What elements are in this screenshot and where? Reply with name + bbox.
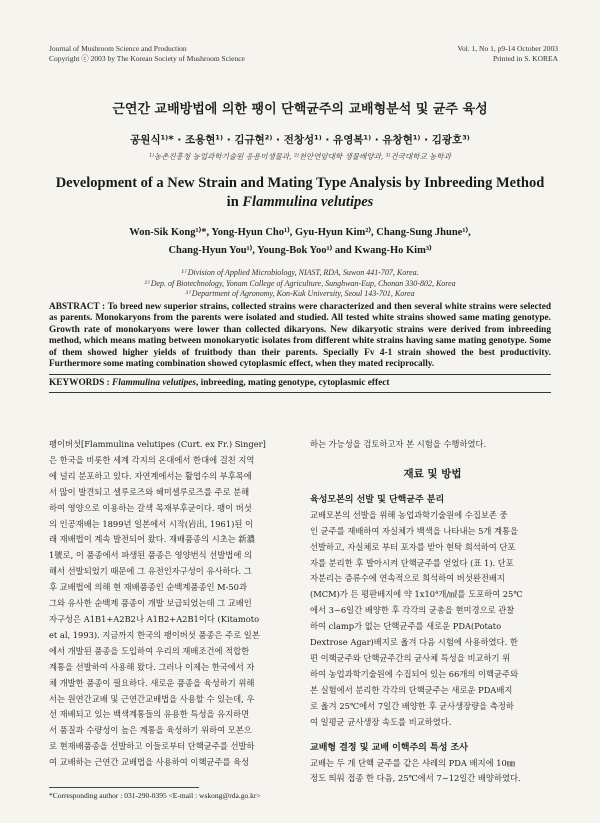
left-column-line: 여 교배하는 근연간 교배법을 사용하여 이핵균주를 육성 — [49, 757, 250, 768]
left-column-line: 하여 영양으로 이용하는 갈색 목재부후균이다. 팽이 버섯 — [49, 502, 252, 513]
left-column-line: 자구성은 A1B1+A2B2나 A1B2+A2B1이다 (Kitamoto — [49, 613, 260, 624]
subsection-1-line: 선발하고, 자실체로 부터 포자를 받아 현탁 희석하여 단포 — [310, 541, 516, 552]
journal-header-left — [49, 44, 245, 64]
korean-title: 근연간 교배방법에 의한 팽이 단핵균주의 교배형분석 및 균주 육성 — [112, 102, 488, 117]
affiliation-2: ²⁾ Dep. of Biotechnology, Yonam College of Agriculture, Sunghwan-Eup, Chonan 330-802, Korea — [144, 278, 456, 288]
copyright-line: Copyright ⓒ 2003 by The Korean Society of Mushroom Science — [49, 54, 245, 63]
left-column-line: 서 품질과 수량성이 높은 계통을 육성하기 위하여 모본으 — [49, 725, 252, 736]
subsection-1-line: 본 실험에서 분리한 각각의 단핵균주는 새로운 PDA배지 — [310, 684, 513, 695]
journal-header-right — [458, 44, 558, 64]
affiliation-3: ³⁾ Department of Agronomy, Kon-Kuk University, Seoul 143-701, Korea — [185, 289, 415, 298]
english-title — [40, 174, 560, 212]
subsection-1-line: 자를 분리한 후 발아시켜 단핵균주를 얻었다 (표 1). 단포 — [310, 557, 514, 568]
english-authors-line1: Won-Sik Kong¹⁾*, Yong-Hyun Cho¹⁾, Gyu-Hyun Kim²⁾, Chang-Sung Jhune¹⁾, — [129, 227, 471, 238]
english-affiliations — [40, 268, 560, 300]
subsection-2-line: 교배는 두 개 단핵 균주를 같은 샤레의 PDA 배지에 10㎜ — [310, 757, 516, 768]
keywords-rest: , inbreeding, mating genotype, cytoplasmic effect — [195, 378, 390, 388]
footnote-rule — [49, 787, 199, 788]
left-column-line: 계통을 선발하여 사용해 왔다. 그러나 이제는 한국에서 자 — [49, 661, 255, 672]
keywords-label: KEYWORDS : — [49, 378, 113, 388]
subsection-1-line: (MCM)가 든 평판배지에 약 1x10⁴개/㎖를 도포하여 25℃ — [310, 589, 523, 600]
subsection-2-line: 정도 띄워 접종 한 다음, 25℃에서 7~12일간 배양하였다. — [310, 773, 521, 784]
left-column — [49, 437, 295, 771]
korean-affiliations: ¹⁾농촌진흥청 농업과학기술원 응용미생물과, ²⁾천안연암대학 생물배양과, ³⁾건국대학교 농학과 — [149, 152, 451, 161]
english-authors — [40, 224, 560, 260]
left-column-line: 1號로, 이 품종에서 파생된 품종은 영양번식 선발법에 의 — [49, 550, 252, 561]
subsection-1-line: 자분리는 증류수에 연속적으로 희석하여 버섯완전배지 — [310, 573, 505, 584]
subsection-1-line: Dextrose Agar)배지로 옮겨 다음 시험에 사용하였다. 한 — [310, 637, 518, 648]
keywords — [49, 378, 551, 388]
keywords-bottom-rule — [49, 392, 551, 393]
printed-line: Printed in S. KOREA — [492, 54, 558, 63]
english-authors-line2: Chang-Hyun You¹⁾, Young-Bok Yoo¹⁾ and Kwang-Ho Kim³⁾ — [168, 245, 432, 256]
abstract — [49, 302, 551, 370]
subsection-1-line: 로 옮겨 25℃에서 7일간 배양한 후 균사생장량을 측정하 — [310, 700, 514, 711]
section-title: 재료 및 방법 — [403, 467, 462, 480]
left-column-line: 에서 개발된 품종을 도입하여 우리의 재배조건에 적합한 — [49, 645, 250, 656]
subsection-1-line: 여 일평균 균사생장 속도를 비교하였다. — [310, 716, 452, 727]
left-column-line: 후 교배법에 의해 현 재배품종인 순백계품종인 M-50과 — [49, 582, 247, 593]
subsection-1-title: 육성모본의 선발 및 단핵균주 분리 — [310, 494, 445, 505]
subsection-1-line: 에서 3~6일간 배양한 후 각각의 균총을 현미경으로 관찰 — [310, 605, 515, 616]
left-column-line: 그와 유사한 순백계 품종이 개발 보급되었는데 그 교배인 — [49, 598, 252, 609]
subsection-1-line: 하여 clamp가 없는 단핵균주를 새로운 PDA(Potato — [310, 621, 502, 632]
korean-authors: 공원식¹⁾* · 조용현¹⁾ · 김규현²⁾ · 전창성¹⁾ · 유영복¹⁾ · 유창현¹⁾ · 김광호³⁾ — [130, 134, 470, 146]
subsection-2-title: 교배형 결정 및 교배 이핵주의 특성 조사 — [310, 742, 468, 753]
corresponding-author-footnote: *Corresponding author : 031-290-0395 <E-mail : wskong@rda.go.kr> — [49, 791, 261, 800]
english-title-line2 — [40, 193, 560, 212]
volume-line: Vol. 1, No 1, p9-14 October 2003 — [457, 44, 558, 53]
english-title-prefix: in — [226, 194, 243, 210]
right-column — [310, 437, 555, 787]
left-column-line: 래 재배법이 계속 발전되어 왔다. 재배품종의 시초는 新濃 — [49, 534, 256, 545]
left-column-line: 선 재배되고 있는 백색계통들의 유용한 특성을 유지하면 — [49, 709, 250, 720]
left-column-line: 서 많이 발견되고 셀루로즈와 헤미셀루로즈를 주로 분해 — [49, 486, 250, 497]
subsection-1-line: 교배모본의 선발을 위해 농업과학기술원에 수집보존 중 — [310, 509, 508, 520]
subsection-1-line: 하여 농업과학기술원에 수집되어 있는 66개의 이핵균주와 — [310, 668, 519, 679]
affiliation-1: ¹⁾ Division of Applied Microbiology, NIAST, RDA, Suwon 441-707, Korea. — [181, 268, 419, 277]
left-column-line: 은 한국을 비롯한 세계 각지의 온대에서 한대에 걸친 지역 — [49, 454, 255, 465]
left-column-line: 체 개발한 품종이 필요하다. 새로운 품종을 육성하기 위해 — [49, 677, 255, 688]
english-title-line1: Development of a New Strain and Mating Type Analysis by Inbreeding Method — [55, 175, 545, 191]
abstract-label: ABSTRACT : — [49, 302, 108, 312]
subsection-1-line: 편 이핵균주와 단핵균주간의 균사체 특성을 비교하기 위 — [310, 652, 511, 663]
subsection-1-line: 인 균주를 재배하여 자실체가 백색을 나타내는 5개 계통을 — [310, 525, 519, 536]
left-column-line: 에 널리 분포하고 있다. 자연계에서는 활엽수의 부후목에 — [49, 470, 252, 481]
keywords-top-rule — [49, 374, 551, 375]
journal-name: Journal of Mushroom Science and Production — [49, 44, 187, 53]
left-column-line: 의 인공재배는 1899년 일본에서 시작(岩出, 1961)된 이 — [49, 518, 253, 529]
right-intro-line: 하는 가능성을 검토하고자 본 시험을 수행하였다. — [310, 439, 487, 449]
english-title-species: Flammulina velutipes — [242, 194, 374, 210]
left-column-line: 해서 선발되었기 때문에 그 유전인자구성이 유사하다. 그 — [49, 566, 252, 577]
left-column-line: 팽이버섯[Flammulina velutipes (Curt. ex Fr.) Singer] — [49, 439, 266, 449]
keywords-species: Flammulina velutipes — [112, 378, 196, 388]
abstract-text: To breed new superior strains, collected strains were characterized and then several white strains were selected as parents. Monokaryons from the parents were isolated and studied. All tested white strains showed same mating genotype. Growth rate of monokaryons were lower than collected dikaryons. New dikaryotic strains were derived from inbreeding method, which means mating between monokaryotic isolates from different white strains having same mating genotype. Some of them showed higher yields of fruitbody than their parents. Specially Fv 4-1 strain showed the best productivity. Furthermore some mating combination showed cytoplasmic effect, when they mated reciprocally. — [49, 302, 551, 370]
left-column-line: 서는 원연간교배 및 근연간교배법을 사용할 수 있는데, 우 — [49, 693, 255, 704]
left-column-line: 로 현재배품종을 선발하고 이들로부터 단핵균주를 선발하 — [49, 741, 255, 752]
left-column-line: et al, 1993). 지금까지 한국의 팽이버섯 품종은 주로 일본 — [49, 629, 260, 640]
